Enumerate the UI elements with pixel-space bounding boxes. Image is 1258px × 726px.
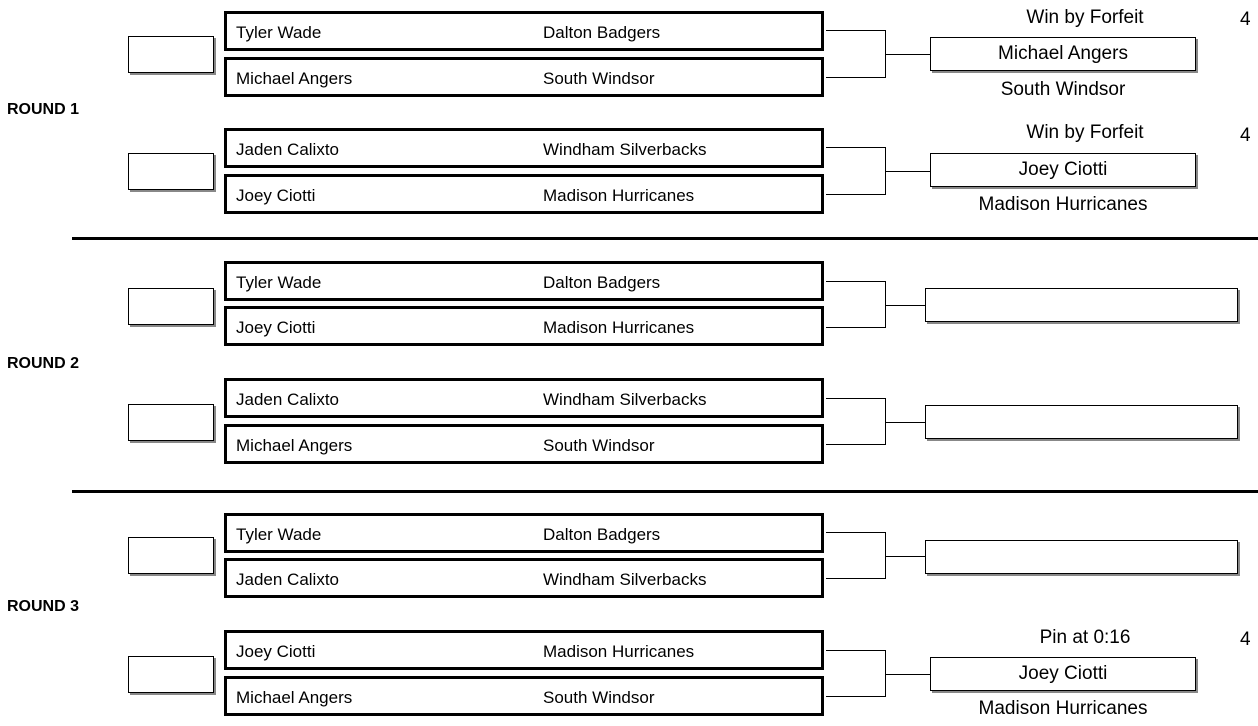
bracket-line [826, 327, 886, 328]
bracket-line [826, 30, 886, 31]
wrestler-name: Michael Angers [236, 69, 353, 88]
bracket-line [826, 77, 886, 78]
wrestler-team: Windham Silverbacks [543, 390, 707, 409]
bout-number-box[interactable] [128, 153, 214, 190]
wrestler-team: Madison Hurricanes [543, 642, 695, 661]
bracket-line [885, 171, 930, 172]
bout-number-box[interactable] [128, 36, 214, 73]
winner-box[interactable] [925, 288, 1238, 322]
wrestler-name: Tyler Wade [236, 525, 322, 544]
bracket-line [885, 305, 925, 306]
wrestler-team: Madison Hurricanes [543, 186, 695, 205]
bracket-line [885, 674, 930, 675]
wrestler-slot-bottom[interactable] [224, 174, 824, 214]
winner-team: Madison Hurricanes [978, 194, 1148, 215]
wrestler-name: Michael Angers [236, 436, 353, 455]
wrestler-team: Madison Hurricanes [543, 318, 695, 337]
wrestler-team: Dalton Badgers [543, 273, 661, 292]
bracket-line [826, 147, 886, 148]
round-label: ROUND 3 [7, 598, 80, 615]
bout-number-box[interactable] [128, 537, 214, 574]
bracket-line [885, 556, 925, 557]
wrestler-name: Joey Ciotti [236, 186, 316, 205]
wrestler-team: South Windsor [543, 688, 655, 707]
wrestler-slot-top[interactable] [224, 11, 824, 51]
round-separator [72, 490, 1258, 493]
winner-box[interactable]: Joey Ciotti [930, 153, 1196, 187]
wrestler-name: Michael Angers [236, 688, 353, 707]
win-method: Win by Forfeit [1026, 7, 1144, 28]
wrestler-slot-bottom[interactable] [224, 57, 824, 97]
winner-box[interactable]: Joey Ciotti [930, 657, 1196, 691]
wrestler-slot-top[interactable] [224, 513, 824, 553]
wrestler-name: Joey Ciotti [236, 642, 316, 661]
team-points: 4 [1240, 125, 1251, 146]
wrestler-slot-top[interactable] [224, 630, 824, 670]
wrestler-name: Jaden Calixto [236, 570, 340, 589]
wrestler-name: Jaden Calixto [236, 140, 340, 159]
round-separator [72, 237, 1258, 240]
bracket-line [885, 54, 930, 55]
team-points: 4 [1240, 629, 1251, 650]
win-method: Pin at 0:16 [1039, 627, 1131, 648]
winner-box[interactable]: Michael Angers [930, 37, 1196, 71]
wrestler-team: Windham Silverbacks [543, 140, 707, 159]
wrestler-slot-bottom[interactable] [224, 306, 824, 346]
round-label: ROUND 2 [7, 355, 80, 372]
wrestler-slot-bottom[interactable] [224, 558, 824, 598]
bracket-line [826, 650, 886, 651]
bracket-line [885, 422, 925, 423]
wrestler-name: Joey Ciotti [236, 318, 316, 337]
winner-box[interactable] [925, 405, 1238, 439]
round-label: ROUND 1 [7, 101, 80, 118]
wrestler-team: South Windsor [543, 69, 655, 88]
wrestler-team: Dalton Badgers [543, 23, 661, 42]
bracket-line [826, 444, 886, 445]
bout-number-box[interactable] [128, 656, 214, 693]
wrestler-team: Dalton Badgers [543, 525, 661, 544]
team-points: 4 [1240, 9, 1251, 30]
wrestler-team: Windham Silverbacks [543, 570, 707, 589]
wrestler-slot-top[interactable] [224, 128, 824, 168]
wrestler-slot-top[interactable] [224, 261, 824, 301]
win-method: Win by Forfeit [1026, 122, 1144, 143]
bracket-line [826, 398, 886, 399]
bracket-line [826, 532, 886, 533]
bracket-line [826, 578, 886, 579]
bracket-line [826, 696, 886, 697]
winner-box[interactable] [925, 540, 1238, 574]
bout-number-box[interactable] [128, 404, 214, 441]
wrestler-slot-bottom[interactable] [224, 424, 824, 464]
wrestler-slot-top[interactable] [224, 378, 824, 418]
winner-team: Madison Hurricanes [978, 698, 1148, 719]
winner-team: South Windsor [1000, 79, 1126, 100]
wrestler-name: Jaden Calixto [236, 390, 340, 409]
bout-number-box[interactable] [128, 288, 214, 325]
wrestler-slot-bottom[interactable] [224, 676, 824, 716]
wrestler-team: South Windsor [543, 436, 655, 455]
bracket-line [826, 281, 886, 282]
bracket-line [826, 194, 886, 195]
wrestler-name: Tyler Wade [236, 23, 322, 42]
wrestler-name: Tyler Wade [236, 273, 322, 292]
